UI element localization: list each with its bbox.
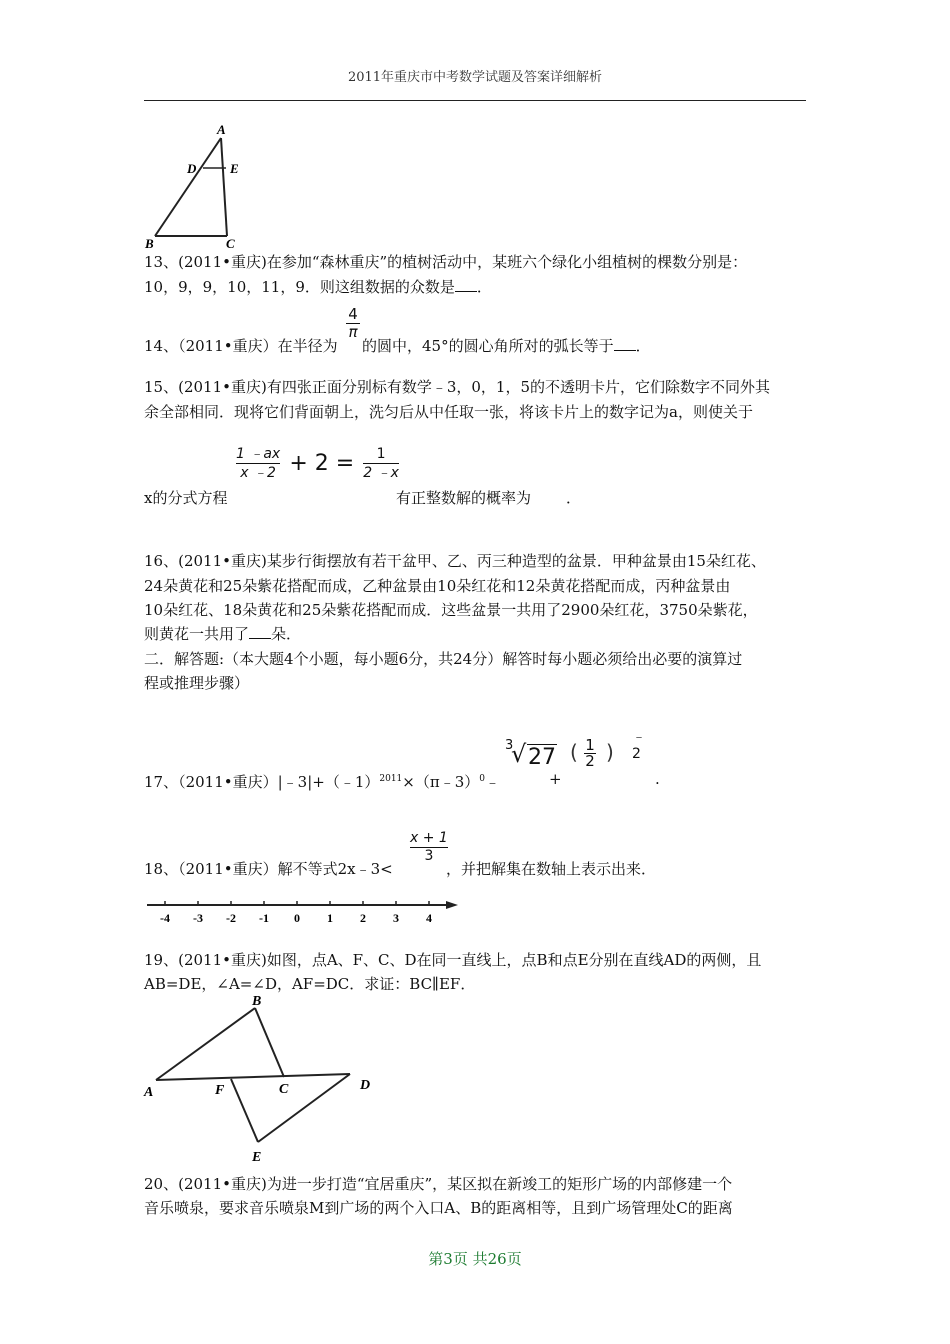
number-line-tick-label: -1 xyxy=(259,911,269,925)
number-line-tick-label: -2 xyxy=(226,911,236,925)
q14-suffix: 的圆中，45°的圆心角所对的弧长等于 xyxy=(362,337,614,355)
number-line-tick-label: 4 xyxy=(426,911,432,925)
number-line-tick-label: -3 xyxy=(193,911,203,925)
q14-frac-num: 4 xyxy=(348,305,358,323)
header-rule xyxy=(144,100,806,101)
q17-exponent: ﹣2 xyxy=(632,729,646,762)
q16-line4 xyxy=(144,622,301,646)
q15-eq-den2: 2 ﹣x xyxy=(363,465,399,481)
number-line xyxy=(144,896,464,926)
radical-icon: √ xyxy=(511,740,527,768)
left-paren-icon: ( xyxy=(570,740,578,764)
label-A: A xyxy=(217,122,226,137)
triangle-figure-q12 xyxy=(140,122,250,250)
q17-half-num: 1 xyxy=(585,736,595,754)
q15-eq-op: + 2 = xyxy=(289,451,355,476)
q14-frac-den: π xyxy=(348,323,358,341)
page-header-title: 2011年重庆市中考数学试题及答案详细解析 xyxy=(347,70,603,85)
number-line-tick-label: 0 xyxy=(294,911,300,925)
q13-line1: 13、(2011•重庆)在参加“森林重庆”的植树活动中，某班六个绿化小组植树的棵数分别是： xyxy=(144,253,748,271)
q17-mid: ×（π﹣3） xyxy=(402,773,480,791)
q15-line3b: 有正整数解的概率为 xyxy=(396,489,532,507)
q15-line3a: x的分式方程 xyxy=(144,489,228,507)
q16-end: 朵． xyxy=(271,625,302,643)
q17-end: . xyxy=(655,770,660,788)
section2-line2: 程或推理步骤） xyxy=(144,674,250,692)
q17-root-radicand: 27 xyxy=(528,745,556,770)
q13-text: 10，9，9，10，11，9．则这组数据的众数是 xyxy=(144,278,455,296)
q14-answer-blank xyxy=(614,335,636,351)
q18-prefix: 18、（2011•重庆）解不等式2x﹣3< xyxy=(144,860,393,878)
q15-eq-num1: 1 ﹣ax xyxy=(236,446,281,462)
q13-end: ． xyxy=(476,278,492,296)
q16-line3: 10朵红花、18朵黄花和25朵紫花搭配而成．这些盆景一共用了2900朵红花，3750朵紫花， xyxy=(144,601,758,619)
q20-line1: 20、(2011•重庆)为进一步打造“宜居重庆”，某区拟在新竣工的矩形广场的内部修建一个 xyxy=(144,1175,733,1193)
label-A: A xyxy=(144,1085,154,1100)
number-line-tick-label: 1 xyxy=(327,911,333,925)
q13-line2 xyxy=(144,275,492,299)
label-D: D xyxy=(187,161,197,176)
q16-line2: 24朵黄花和25朵紫花搭配而成，乙种盆景由10朵红花和12朵黄花搭配而成，丙种盆景由 xyxy=(144,577,731,595)
q14-end: ． xyxy=(635,337,651,355)
q15-line1: 15、(2011•重庆)有四张正面分别标有数学﹣3，0，1，5的不透明卡片，它们除数字不同外其 xyxy=(144,378,770,396)
q17-half-den: 2 xyxy=(585,752,595,770)
label-C: C xyxy=(279,1082,289,1097)
label-D: D xyxy=(360,1078,371,1093)
q14-prefix: 14、（2011•重庆）在半径为 xyxy=(144,337,338,355)
triangle-figure-q19 xyxy=(140,994,390,1166)
q17-root-index: 3 xyxy=(505,738,514,753)
label-C: C xyxy=(226,236,235,250)
q15-equation xyxy=(236,445,399,493)
q15-eq-num2: 1 xyxy=(376,446,386,462)
number-line-tick-label: -4 xyxy=(160,911,170,925)
q17-expression xyxy=(144,767,500,794)
q16-text: 则黄花一共用了 xyxy=(144,625,250,643)
q19-line2: AB=DE，∠A=∠D，AF=DC．求证：BC∥EF． xyxy=(144,975,476,993)
q18-suffix: ，并把解集在数轴上表示出来． xyxy=(446,860,657,878)
number-line-tick-label: 2 xyxy=(360,911,366,925)
q20-line2: 音乐喷泉，要求音乐喷泉M到广场的两个入口A、B的距离相等，且到广场管理处C的距离 xyxy=(144,1199,733,1217)
q15-line2: 余全部相同．现将它们背面朝上，洗匀后从中任取一张，将该卡片上的数字记为a，则使关于 xyxy=(144,403,753,421)
number-line-tick-label: 3 xyxy=(393,911,399,925)
q17-sup2: 0 xyxy=(479,774,485,784)
q16-answer-blank xyxy=(249,623,271,639)
q17-minus: ﹣ xyxy=(485,773,501,791)
label-F: F xyxy=(215,1083,225,1098)
q17-plus: + xyxy=(549,770,562,788)
label-B: B xyxy=(252,994,262,1009)
q19-line1: 19、(2011•重庆)如图，点A、F、C、D在同一直线上，点B和点E分别在直线AD的两侧，且 xyxy=(144,951,762,969)
q15-line3c: ． xyxy=(566,489,582,507)
q15-eq-den1: x ﹣2 xyxy=(240,465,276,481)
page-footer: 第3页 共26页 xyxy=(428,1250,522,1268)
q17-sup1: 2011 xyxy=(379,774,403,784)
q18-frac-num: x + 1 xyxy=(410,830,448,846)
label-E: E xyxy=(252,1150,262,1165)
q16-line1: 16、(2011•重庆)某步行街摆放有若干盆甲、乙、丙三种造型的盆景．甲种盆景由15朵红花、 xyxy=(144,552,766,570)
q17-text: 17、（2011•重庆）|﹣3|+（﹣1） xyxy=(144,773,380,791)
right-paren-icon: ) xyxy=(606,740,614,764)
q18-fraction xyxy=(410,830,448,865)
section2-line1: 二．解答题:（本大题4个小题，每小题6分，共24分）解答时每小题必须给出必要的演算过 xyxy=(144,650,743,668)
label-E: E xyxy=(230,161,239,176)
q14-fraction xyxy=(345,306,361,341)
label-B: B xyxy=(145,236,154,250)
arrow-right-icon xyxy=(446,901,458,909)
q18-frac-den: 3 xyxy=(424,848,434,864)
q13-answer-blank xyxy=(455,276,477,292)
q14-suffix-line xyxy=(362,334,651,358)
